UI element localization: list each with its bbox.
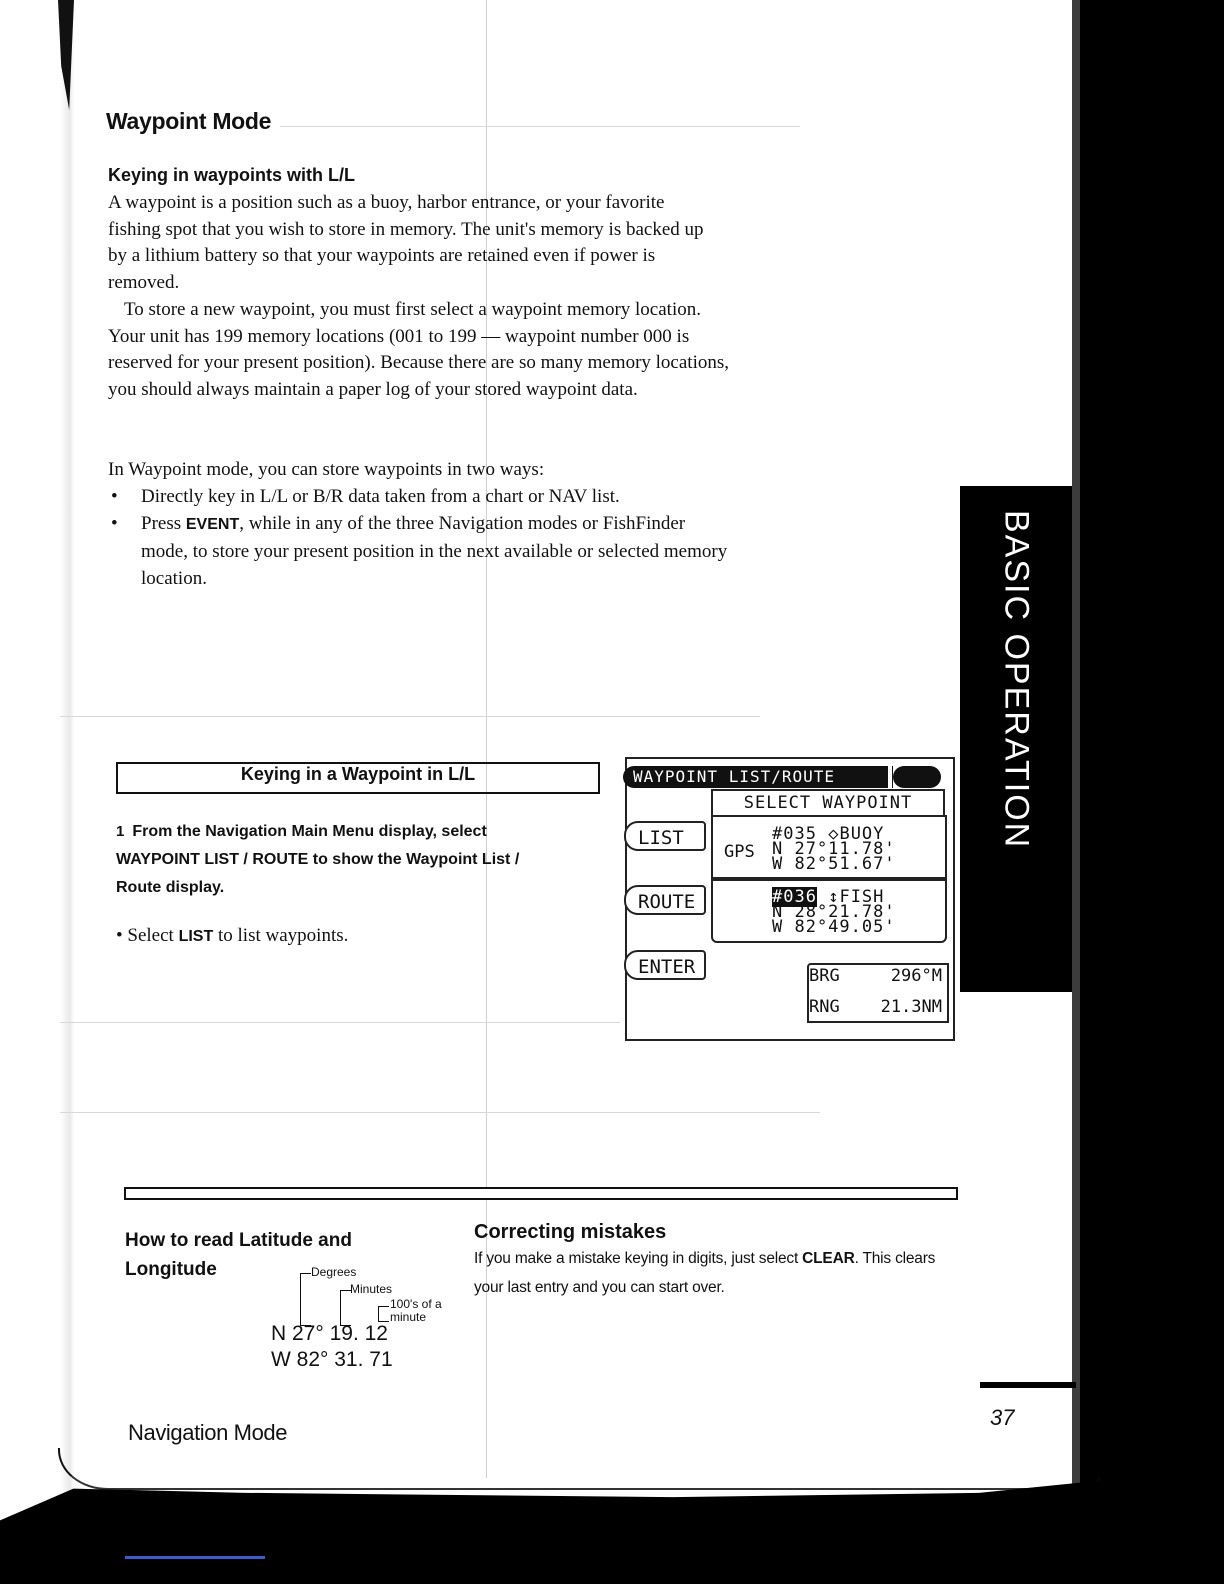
minutes-bracket	[340, 1290, 351, 1326]
way2-pre: Press	[141, 513, 186, 534]
waypoint-1-lat: N 27°11.78'	[772, 839, 896, 859]
hundredths-bracket	[378, 1306, 389, 1322]
waypoint-2-name: FISH	[839, 887, 885, 907]
subsection-title: Keying in waypoints with L/L	[108, 165, 356, 185]
scan-noise	[60, 1022, 620, 1023]
waypoint-1-lon: W 82°51.67'	[772, 854, 896, 874]
list-item	[108, 483, 728, 510]
range-value: 21.3NM	[880, 997, 942, 1017]
waypoint-2-lon: W 82°49.05'	[772, 917, 896, 937]
correcting-post: . This clears your last entry and you can start over.	[474, 1250, 936, 1296]
latlong-title: How to read Latitude and Longitude	[125, 1230, 352, 1280]
range-label: RNG	[809, 997, 840, 1017]
bearing-row	[809, 966, 945, 986]
scan-noise	[60, 1112, 820, 1113]
waypoint-2-lat: N 28°21.78'	[772, 902, 896, 922]
side-tab-label: BASIC OPERATION	[997, 510, 1036, 850]
correcting-title: Correcting mistakes	[474, 1221, 667, 1243]
event-key: EVENT	[185, 516, 240, 533]
correcting-pre: If you make a mistake keying in digits, just select	[474, 1250, 803, 1267]
scan-noise	[60, 716, 760, 717]
scan-right-edge	[1080, 0, 1224, 1584]
procedure-step-1	[116, 818, 556, 902]
way2-post: , while in any of the three Navigation modes or FishFinder mode, to store your present position in the next available or selected memory location.	[141, 513, 728, 589]
page-curl	[58, 1448, 1100, 1490]
bearing-value: 296°M	[890, 966, 942, 986]
bullet-pre: • Select	[116, 925, 179, 946]
degrees-bracket	[300, 1273, 311, 1326]
example-latitude: N 27° 19. 12	[271, 1322, 388, 1345]
clear-key: CLEAR	[802, 1250, 855, 1267]
ways-list	[108, 483, 728, 592]
scan-noise	[280, 126, 800, 127]
scan-bottom-edge	[0, 1478, 1224, 1584]
page-number-rule	[980, 1382, 1076, 1388]
list-softkey[interactable]: LIST	[624, 821, 706, 851]
waypoint-1-id: #035	[772, 824, 817, 844]
procedure-bullet	[116, 925, 348, 947]
waypoint-1-name: BUOY	[839, 824, 885, 844]
buoy-symbol-icon: ◇	[828, 824, 840, 844]
footer-label: Navigation Mode	[128, 1420, 288, 1445]
lcd-header-gap	[888, 766, 892, 788]
lcd-header: WAYPOINT LIST/ROUTE	[623, 766, 893, 788]
correcting-body	[474, 1244, 954, 1302]
lcd-header-cap	[893, 766, 941, 788]
page-number: 37	[990, 1405, 1015, 1430]
gps-label: GPS	[724, 842, 755, 862]
minutes-label: Minutes	[350, 1282, 393, 1296]
ways-intro: In Waypoint mode, you can store waypoints in two ways:	[108, 459, 545, 480]
list-key: LIST	[178, 928, 214, 945]
degrees-label: Degrees	[311, 1265, 357, 1279]
list-item	[108, 510, 728, 592]
intro-paragraph: A waypoint is a position such as a buoy, harbor entrance, or your favorite fishing spot that you wish to store in memory. The unit's memory is backed up by a lithium battery so that your waypoints are retained even if power is removed.	[108, 192, 704, 293]
select-waypoint-label: SELECT WAYPOINT	[711, 789, 945, 817]
bearing-label: BRG	[809, 966, 840, 986]
section-title: Waypoint Mode	[106, 108, 272, 134]
waypoint-2-id: #036	[772, 887, 817, 907]
route-softkey[interactable]: ROUTE	[624, 885, 706, 915]
hundredths-label: 100's of a minute	[390, 1297, 442, 1324]
scan-blue-mark	[125, 1556, 265, 1559]
enter-softkey[interactable]: ENTER	[624, 950, 706, 980]
tips-divider-bar	[124, 1187, 958, 1200]
bullet-post: to list waypoints.	[213, 925, 349, 946]
step-text: From the Navigation Main Menu display, select WAYPOINT LIST / ROUTE to show the Waypoint List / Route display.	[116, 823, 520, 896]
procedure-title: Keying in a Waypoint in L/L	[240, 764, 476, 784]
step-number: 1	[116, 823, 125, 840]
range-row	[809, 997, 945, 1017]
scan-left-edge	[0, 0, 74, 1584]
way1-text: Directly key in L/L or B/R data taken from a chart or NAV list.	[141, 486, 620, 507]
fish-symbol-icon: ↕	[828, 887, 840, 907]
example-longitude: W 82° 31. 71	[271, 1348, 393, 1371]
memory-paragraph: To store a new waypoint, you must first select a waypoint memory location. Your unit has 199 memory locations (001 to 199 — waypoint number 000 is reserved for your present position). Because there are so many memory locations, you should always maintain a paper log of your stored waypoint data.	[108, 299, 729, 400]
